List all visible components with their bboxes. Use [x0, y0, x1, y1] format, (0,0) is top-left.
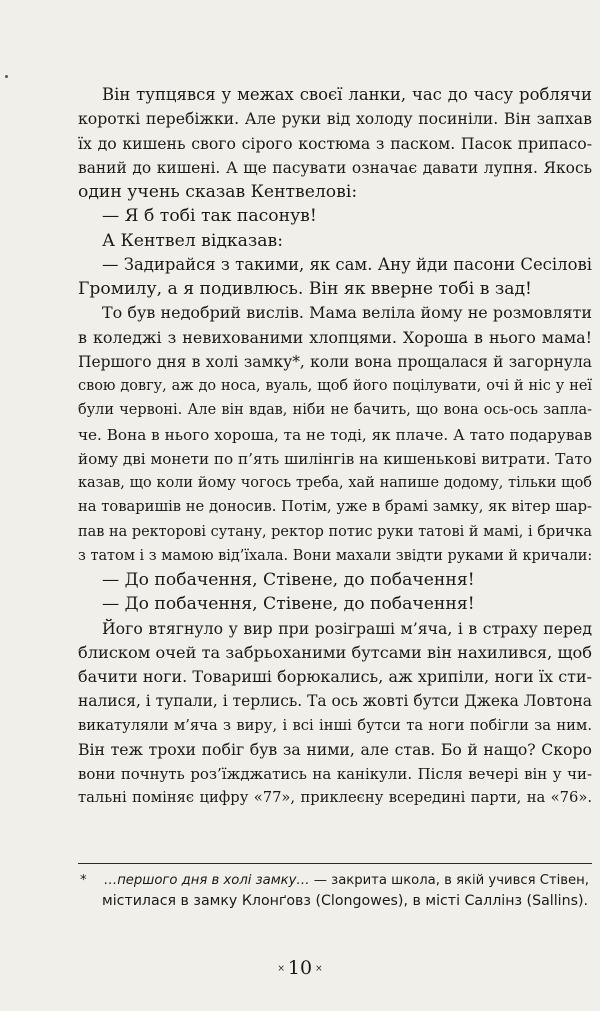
text-line: блиском очей та забрьоханими бутсами він нахилився, щоб — [78, 642, 592, 662]
text-line: один учень сказав Кентвелові: — [78, 182, 358, 202]
footnote-line-2: містилася в замку Клонґовз (Clongowes), в місті Саллінз (Sallins). — [102, 893, 589, 909]
text-line: вони почнуть роз’їжджатись на канікули. Після вечері він у чи- — [78, 765, 592, 783]
footnote-marker: * — [80, 873, 87, 888]
text-line: ваний до кишені. А ще пасувати означає давати лупня. Якось — [78, 158, 592, 177]
stray-ink-mark — [5, 75, 8, 78]
text-line: їх до кишень свого сірого костюма з паском. Пасок припасо- — [78, 133, 592, 153]
footnote-text-1: — закрита школа, в якій учився Стівен, — [309, 873, 589, 888]
footnote-term: …першого дня в холі замку… — [104, 873, 310, 888]
text-line: викатуляли м’яча з виру, і всі інші бутси та ноги побігли за ним. — [78, 716, 592, 734]
text-line: свою довгу, аж до носа, вуаль, щоб його поцілувати, очі й ніс у неї — [78, 378, 592, 394]
text-line: — Задирайся з такими, як сам. Ану йди пасони Сесілові — [102, 254, 592, 274]
text-line: — До побачення, Стівене, до побачення! — [102, 570, 475, 590]
text-line: Громилу, а я подивлюсь. Він як вверне тобі в зад! — [78, 279, 532, 299]
text-line: бачити ноги. Товариші борюкались, аж хрипіли, ноги їх сти- — [78, 667, 592, 686]
text-line: тальні поміняє цифру «77», приклеєну всередині парти, на «76». — [78, 789, 592, 807]
page-number: 10 — [287, 957, 313, 979]
text-line: Першого дня в холі замку*, коли вона прощалася й загорнула — [78, 352, 592, 371]
footnote — [78, 870, 592, 912]
text-line: казав, що коли йому чогось треба, хай напише додому, тільки щоб — [78, 475, 592, 491]
text-line: з татом і з мамою від’їхала. Вони махали звідти руками й кричали: — [78, 547, 593, 564]
text-line: То був недобрий вислів. Мама веліла йому не розмовляти — [102, 303, 592, 323]
text-line: — Я б тобі так пасонув! — [102, 206, 317, 227]
text-line: че. Вона в нього хороша, та не тоді, як плаче. А тато подарував — [78, 425, 592, 444]
text-line: короткі перебіжки. Але руки від холоду посиніли. Він запхав — [78, 109, 592, 129]
text-line: Його втягнуло у вир при розіграші м’яча, і в страху перед — [102, 618, 592, 638]
text-line: налися, і тупали, і терлись. Та ось жовті бутси Джека Ловтона — [78, 692, 592, 711]
ornament-left: × — [277, 964, 285, 974]
text-line: пав на ректорові сутану, ректор потис руки татові й мамі, і бричка — [78, 523, 592, 540]
main-text — [78, 83, 592, 811]
text-line: — До побачення, Стівене, до побачення! — [102, 594, 475, 615]
footnote-line-1 — [78, 870, 592, 891]
text-line: в коледжі з невихованими хлопцями. Хороша в нього мама! — [78, 327, 592, 347]
footnote-divider — [78, 863, 592, 864]
ornament-right: × — [315, 964, 323, 974]
text-line: Він теж трохи побіг був за ними, але став. Бо й нащо? Скоро — [78, 739, 592, 759]
text-line: йому дві монети по п’ять шилінгів на кишенькові витрати. Тато — [78, 449, 592, 468]
text-line: А Кентвел відказав: — [102, 230, 283, 251]
text-line: Він тупцявся у межах своєї ланки, час до часу роблячи — [102, 85, 592, 104]
text-line: були червоні. Але він вдав, ніби не бачить, що вона ось-ось запла- — [78, 402, 592, 419]
page-number-footer — [0, 956, 600, 981]
text-line: на товаришів не доносив. Потім, уже в брамі замку, як вітер шар- — [78, 498, 592, 516]
